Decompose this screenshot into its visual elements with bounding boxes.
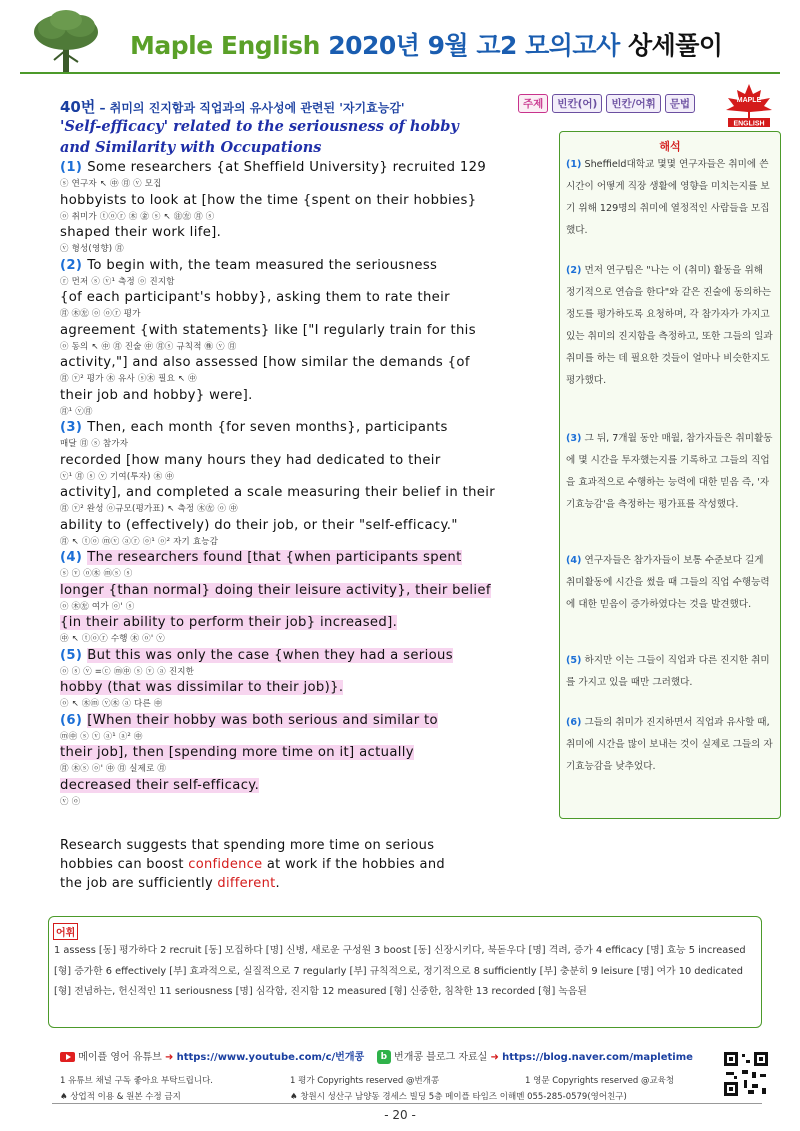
- title-brand-maple: Maple: [130, 31, 213, 60]
- footer-note-address: ♠ 창원시 성산구 남양동 경세스 빌딩 5층 메이플 타임즈 이해멘 055-285-0579(영어친구): [290, 1092, 627, 1102]
- passage-line: [60, 550, 462, 565]
- translation-para-1: [566, 154, 774, 242]
- passage-gloss: ⓢ ⓥ ⓞ㊍ ⓜⓢ ⓢ: [60, 569, 133, 579]
- passage-line: [60, 420, 448, 435]
- summary-text: hobbies can boost: [60, 857, 189, 872]
- passage-gloss: ⓥ ⓞ: [60, 796, 81, 807]
- passage-gloss: 매달 ㊊ ⓢ 참가자: [60, 439, 129, 449]
- passage-gloss: ㊥ ↖ ⓣⓞⓡ 수행 ㊍ ⓞ' ⓥ: [60, 634, 165, 644]
- sentence-text: The researchers found [that {when participants spent: [87, 550, 462, 565]
- question-topic: 취미의 진지함과 직업과의 유사성에 관련된 '자기효능감': [109, 101, 405, 115]
- tag-blank-vocab: 빈칸/어휘: [606, 94, 660, 113]
- summary-text: the job are sufficiently: [60, 876, 218, 891]
- passage-line: activity], and completed a scale measuring their belief in their: [60, 485, 496, 500]
- sentence-number: (6): [60, 712, 88, 728]
- passage-gloss: ㊊ ㊍ⓢ ⓞ' ㊥ ㊊ 실제로 ㊊: [60, 764, 167, 774]
- footer-note-copyright-1: 1 평가 Copyrights reserved @번개콩: [290, 1076, 440, 1086]
- footer-links: [60, 1048, 693, 1064]
- summary-text: .: [275, 876, 280, 891]
- passage-gloss: ⓢ 연구자 ↖ ㊥ ㊊ ⓥ 모집: [60, 179, 162, 189]
- blog-label: 번개콩 블로그 자료실: [394, 1052, 488, 1063]
- sentence-number: (1): [566, 159, 582, 170]
- sentence-number: (3): [60, 420, 88, 435]
- translation-para-2: [566, 260, 774, 392]
- arrow-right-icon: ➜: [490, 1052, 499, 1063]
- logo-text-bottom: ENGLISH: [733, 120, 765, 128]
- passage-gloss: ⓞ 동의 ↖ ㊥ ㊊ 진술 ㊥ ㊊ⓢ 규칙적 ㊑ ⓥ ㊊: [60, 341, 237, 352]
- translation-para-3: [566, 428, 774, 516]
- passage-line: hobbyists to look at [how the time {spent on their hobbies}: [60, 192, 477, 208]
- passage-line: [60, 160, 486, 175]
- summary-answer-2: different: [217, 876, 276, 891]
- title-suffix: 상세풀이: [627, 31, 723, 60]
- summary-line-3: [60, 874, 445, 893]
- passage-line: ability to (effectively) do their job, or their "self-efficacy.": [60, 517, 458, 533]
- passage-line: shaped their work life].: [60, 225, 222, 240]
- translation-text: 그들의 취미가 진지하면서 직업과 유사할 때, 취미에 시간을 많이 보내는 것이 실제로 그들의 자기효능감을 낮추었다.: [566, 717, 773, 772]
- passage-line: hobby (that was dissimilar to their job)}.: [60, 680, 344, 695]
- sentence-number: (4): [60, 550, 88, 565]
- english-title: [60, 116, 459, 158]
- sentence-number: (3): [566, 433, 582, 444]
- passage-line: their job], then [spending more time on it] actually: [60, 745, 414, 760]
- passage-line: agreement {with statements} like ["I regularly train for this: [60, 322, 476, 338]
- summary-line-2: [60, 855, 445, 874]
- passage-gloss: ⓥ 형성(영향) ㊊: [60, 244, 124, 254]
- summary-sentence: [60, 836, 445, 893]
- passage-line: [60, 648, 453, 663]
- maple-leaf-logo-icon: [720, 82, 778, 128]
- vocabulary-list: 1 assess [동] 평가하다 2 recruit [동] 모집하다 [명] 신병, 새로운 구성원 3 boost [동] 신장시키다, 북돋우다 [명] 격려, 증가 4 efficacy [명] 효능 5 increased [형] 증가한 6 effectively [부] 효과적으로, 실질적으로 7 regularly [부] 규칙적으로, 정기적으로 8 sufficiently [부] 충분히 9 leisure [명] 여가 10 dedicated [형] 전념하는, 헌신적인 11 seriousness [명] 심각함, 진지함 12 measured [형] 신중한, 침착한 13 recorded [형] 녹음된: [54, 945, 746, 997]
- summary-line-1: Research suggests that spending more time on serious: [60, 838, 435, 853]
- footer-note-subscribe: 1 유튜브 채널 구독 좋아요 부탁드립니다.: [60, 1076, 213, 1086]
- sentence-text: [When their hobby was both serious and similar to: [87, 712, 438, 728]
- passage-line: [60, 713, 438, 728]
- passage-line: [60, 258, 437, 273]
- blog-link[interactable]: https://blog.naver.com/mapletime: [502, 1052, 693, 1063]
- sentence-number: (5): [566, 655, 582, 666]
- sentence-number: (6): [566, 717, 582, 728]
- tree-logo-icon: [30, 8, 102, 74]
- translation-para-5: [566, 650, 774, 694]
- passage-gloss: ⓞ 취미가 ⓣⓞⓡ ㊍ ㊎ ⓢ ↖ ㊟㊧ ㊊ ⓢ: [60, 211, 215, 222]
- summary-answer-1: confidence: [188, 857, 263, 872]
- translation-text: 하지만 이는 그들이 직업과 다른 진지한 취미를 가지고 있을 때만 그러했다.: [566, 655, 770, 688]
- question-dash: –: [95, 101, 110, 115]
- blog-icon: b: [377, 1050, 391, 1064]
- passage-line: their job and hobby} were].: [60, 387, 253, 403]
- passage-gloss: ㊊¹ ⓥ㊊: [60, 406, 93, 417]
- sentence-number: (4): [566, 555, 582, 566]
- passage-line: {of each participant's hobby}, asking them to rate their: [60, 290, 450, 305]
- arrow-right-icon: ➜: [165, 1052, 174, 1063]
- sentence-text: Then, each month {for seven months}, participants: [87, 420, 448, 435]
- passage-gloss: ㊊ ⓥ² 평가 ㊍ 유사 ⓢ㊍ 필요 ↖ ㊥: [60, 374, 197, 384]
- passage-gloss: ⓥ¹ ㊊ ⓢ ⓥ 기여(투자) ㊍ ㊥: [60, 471, 174, 482]
- footer-note-copyright-2: 1 영문 Copyrights reserved @교육청: [525, 1076, 675, 1086]
- english-title-line-1: 'Self-efficacy' related to the seriousness of hobby: [60, 118, 459, 135]
- youtube-link[interactable]: https://www.youtube.com/c/번개콩: [176, 1052, 365, 1063]
- tag-blank-word: 빈칸(어): [552, 94, 602, 113]
- youtube-icon: [60, 1052, 75, 1062]
- sentence-text: But this was only the case {when they had a serious: [87, 647, 453, 663]
- page-header: [0, 0, 800, 78]
- passage-gloss: ⓞ ↖ ㊍ⓜ ⓥ㊍ ⓐ 다른 ㊥: [60, 699, 163, 709]
- english-title-line-2: and Similarity with Occupations: [60, 139, 322, 156]
- translation-heading: 해석: [659, 140, 681, 153]
- title-brand-english: English: [220, 31, 320, 60]
- tag-topic: 주제: [518, 94, 548, 113]
- sentence-number: (2): [60, 257, 88, 273]
- youtube-label: 메이플 영어 유튜브: [78, 1052, 162, 1063]
- page-number: - 20 -: [384, 1108, 416, 1122]
- page-title: [130, 26, 723, 62]
- passage-gloss: ㊊ ⓥ² 완성 ⓞ규모(평가표) ↖ 측정 ㊍㊧ ⓞ ㊥: [60, 504, 238, 514]
- translation-text: 먼저 연구팀은 "나는 이 (취미) 활동을 위해 정기적으로 연습을 한다"와 같은 진술에 동의하는 정도를 평가하도록 요청하며, 각 참가자가 가지고 있는 취미의 진지함을 측정하고, 또한 그들의 일과 취미를 하는 데 필요한 것들이 얼마나 비슷한지도 평가했다.: [566, 265, 773, 386]
- question-number: 40번: [60, 98, 96, 116]
- passage-line: activity,"] and also assessed [how similar the demands {of: [60, 355, 470, 370]
- vocabulary-heading: 어휘: [53, 923, 78, 940]
- passage-line: recorded [how many hours they had dedicated to their: [60, 452, 441, 468]
- translation-text: 연구자들은 참가자들이 보통 수준보다 길게 취미활동에 시간을 썼을 때 그들의 직업 수행능력에 대한 믿음이 증가하였다는 것을 발견했다.: [566, 555, 770, 610]
- logo-text-top: MAPLE: [736, 97, 762, 104]
- question-heading: [60, 96, 405, 117]
- passage-gloss: ⓞ ⓢ ⓥ =ⓒ ⓜ㊥ ⓢ ⓥ ⓐ 진지한: [60, 666, 195, 677]
- translation-para-4: [566, 550, 774, 616]
- sentence-number: (1): [60, 160, 88, 175]
- sentence-text: To begin with, the team measured the seriousness: [87, 257, 438, 273]
- passage-gloss: ⓜ㊥ ⓢ ⓥ ⓐ¹ ⓐ² ㊥: [60, 731, 143, 742]
- vocabulary-box: [48, 916, 762, 1028]
- title-exam: 2020년 9월 고2 모의고사: [328, 31, 620, 60]
- translation-text: Sheffield대학교 몇몇 연구자들은 취미에 쓴 시간이 어떻게 직장 생활에 영향을 미치는지를 보기 위해 129명의 취미에 열정적인 사람들을 모집했다.: [566, 159, 770, 236]
- translation-panel: [559, 131, 781, 819]
- sentence-number: (5): [60, 647, 88, 663]
- summary-text: at work if the hobbies and: [262, 857, 445, 872]
- passage-gloss: ㊊ ㊍㊧ ⓞ ⓞⓡ 평가: [60, 309, 141, 319]
- passage-gloss: ㊊ ↖ ⓣⓞ ⓜⓥ ⓐⓡ ⓞ¹ ⓞ² 자기 효능감: [60, 536, 219, 547]
- header-divider: [20, 72, 780, 74]
- passage-line: longer {than normal} doing their leisure activity}, their belief: [60, 582, 491, 598]
- passage-gloss: ⓞ ㊍㊧ 여가 ⓞ' ⓢ: [60, 601, 135, 612]
- translation-para-6: [566, 712, 774, 778]
- question-type-tags: [518, 94, 695, 113]
- passage-line: decreased their self-efficacy.: [60, 777, 260, 793]
- footer-note-no-commercial: ♠ 상업적 이용 & 원본 수정 금지: [60, 1092, 181, 1102]
- passage-gloss: ⓡ 먼저 ⓢ ⓥ¹ 측정 ⓞ 진지함: [60, 276, 175, 287]
- tag-grammar: 문법: [665, 94, 695, 113]
- sentence-number: (2): [566, 265, 582, 276]
- qr-code-icon: [722, 1050, 770, 1098]
- sentence-text: Some researchers {at Sheffield University} recruited 129: [87, 160, 487, 175]
- translation-text: 그 뒤, 7개월 동안 매월, 참가자들은 취미활동에 몇 시간을 투자했는지를 기록하고 그들의 직업을 효과적으로 수행하는 능력에 대한 믿음 즉, '자기효능감'을 측정하는 평가표를 작성했다.: [566, 433, 773, 510]
- footer-divider: [52, 1103, 762, 1104]
- passage-line: {in their ability to perform their job} increased].: [60, 615, 398, 630]
